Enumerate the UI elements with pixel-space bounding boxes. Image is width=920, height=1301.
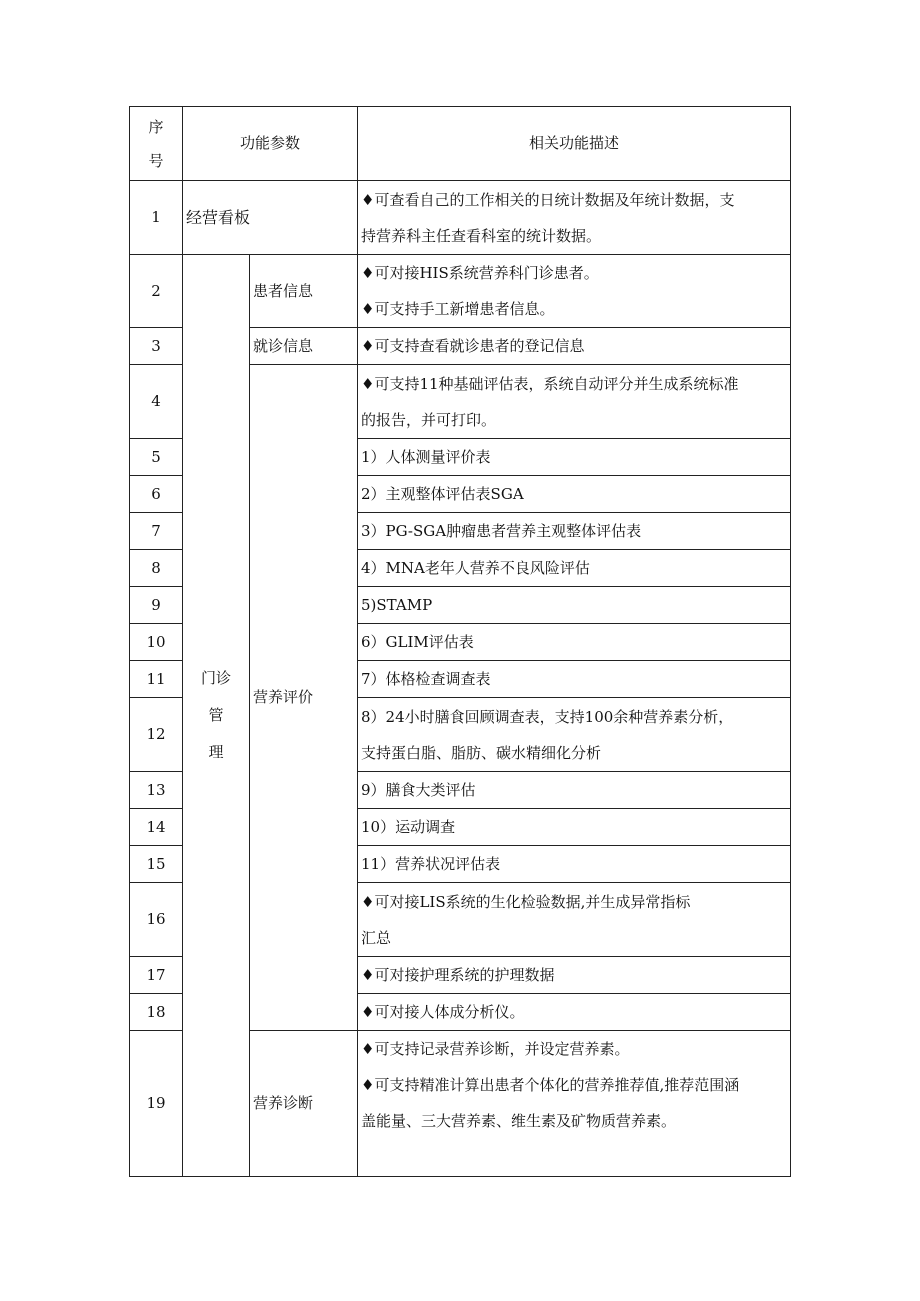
- row-description: 8）24小时膳食回顾调查表，支持100余种营养素分析， 支持蛋白脂、脂肪、碳水精细化分析: [358, 698, 791, 772]
- subfunction-patient-info: 患者信息: [250, 255, 358, 328]
- table-row: [130, 255, 791, 328]
- row-number: 9: [130, 587, 183, 624]
- subfunction-nutrition-evaluation: 营养评价: [250, 365, 358, 1031]
- row-description: 1）人体测量评价表: [358, 439, 791, 476]
- row-description: ♦可对接护理系统的护理数据: [358, 957, 791, 994]
- table-header-row: [130, 107, 791, 181]
- row-description: ♦可支持11种基础评估表，系统自动评分并生成系统标准 的报告，并可打印。: [358, 365, 791, 439]
- subfunction-visit-info: 就诊信息: [250, 328, 358, 365]
- row-number: 10: [130, 624, 183, 661]
- row-description: ♦可对接HIS系统营养科门诊患者。 ♦可支持手工新增患者信息。: [358, 255, 791, 328]
- row-description: 9）膳食大类评估: [358, 772, 791, 809]
- row-description: 6）GLIM评估表: [358, 624, 791, 661]
- table-row: [130, 181, 791, 255]
- row-description: 3）PG-SGA肿瘤患者营养主观整体评估表: [358, 513, 791, 550]
- header-number: 序 号: [130, 107, 183, 181]
- row-description: ♦可支持记录营养诊断，并设定营养素。 ♦可支持精准计算出患者个体化的营养推荐值,推荐范围涵 盖能量、三大营养素、维生素及矿物质营养素。: [358, 1031, 791, 1177]
- row-number: 1: [130, 181, 183, 255]
- row-number: 18: [130, 994, 183, 1031]
- subfunction-nutrition-diagnosis: 营养诊断: [250, 1031, 358, 1177]
- group-outpatient-management: 门诊 管 理: [183, 255, 250, 1177]
- row-number: 14: [130, 809, 183, 846]
- row-number: 17: [130, 957, 183, 994]
- row-number: 5: [130, 439, 183, 476]
- row-description: 5)STAMP: [358, 587, 791, 624]
- row-description: ♦可对接人体成分析仪。: [358, 994, 791, 1031]
- row-number: 4: [130, 365, 183, 439]
- row-number: 8: [130, 550, 183, 587]
- row-description: 4）MNA老年人营养不良风险评估: [358, 550, 791, 587]
- row-description: 10）运动调查: [358, 809, 791, 846]
- row-description: ♦可查看自己的工作相关的日统计数据及年统计数据，支 持营养科主任查看科室的统计数据。: [358, 181, 791, 255]
- row-number: 6: [130, 476, 183, 513]
- row-number: 11: [130, 661, 183, 698]
- function-name: 经营看板: [183, 181, 358, 255]
- row-number: 13: [130, 772, 183, 809]
- row-number: 7: [130, 513, 183, 550]
- header-function: 功能参数: [183, 107, 358, 181]
- header-description: 相关功能描述: [358, 107, 791, 181]
- row-number: 2: [130, 255, 183, 328]
- row-number: 16: [130, 883, 183, 957]
- row-description: 7）体格检查调查表: [358, 661, 791, 698]
- row-description: ♦可支持查看就诊患者的登记信息: [358, 328, 791, 365]
- function-spec-table: [129, 106, 791, 1177]
- row-number: 3: [130, 328, 183, 365]
- row-description: 2）主观整体评估表SGA: [358, 476, 791, 513]
- row-number: 12: [130, 698, 183, 772]
- row-description: 11）营养状况评估表: [358, 846, 791, 883]
- row-number: 15: [130, 846, 183, 883]
- row-number: 19: [130, 1031, 183, 1177]
- row-description: ♦可对接LIS系统的生化检验数据,并生成异常指标 汇总: [358, 883, 791, 957]
